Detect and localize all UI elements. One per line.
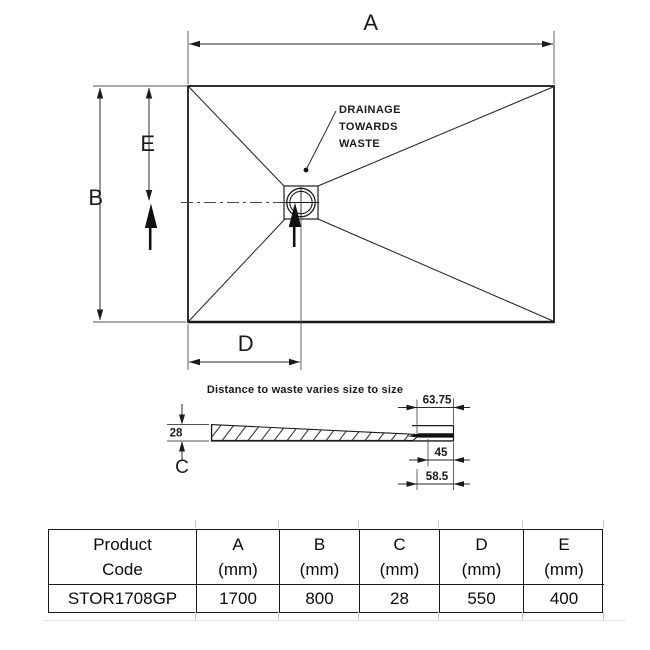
drainage-note-line1: DRAINAGE bbox=[339, 104, 401, 116]
dimension-thickness bbox=[167, 404, 209, 478]
dim-label-a: A bbox=[363, 10, 379, 35]
dim-58-5: 58.5 bbox=[425, 471, 449, 483]
cell-product-code: STOR1708GP bbox=[49, 584, 196, 612]
dimension-e bbox=[140, 88, 157, 251]
dimension-b bbox=[88, 86, 188, 322]
spec-table bbox=[48, 529, 603, 613]
tray-section-body bbox=[212, 425, 420, 441]
cell-a-value: 1700 bbox=[196, 584, 279, 612]
col-header-product-code bbox=[49, 530, 196, 584]
drain-pointer-arrow bbox=[289, 203, 301, 248]
dim-label-b: B bbox=[88, 185, 104, 210]
dim-63-75: 63.75 bbox=[422, 394, 452, 407]
cell-c-value: 28 bbox=[359, 584, 439, 612]
col-header-b: B (mm) bbox=[279, 530, 359, 584]
leader-dot bbox=[304, 168, 309, 173]
cell-d-value: 550 bbox=[439, 584, 523, 612]
drainage-note-line2: TOWARDS bbox=[339, 121, 398, 133]
col-header-e: E (mm) bbox=[523, 530, 604, 584]
header-product: Product bbox=[93, 535, 152, 554]
dimension-d bbox=[188, 324, 300, 370]
dimension-58-5 bbox=[398, 469, 470, 490]
dim-45: 45 bbox=[434, 447, 448, 459]
dim-label-c: C bbox=[175, 457, 189, 478]
drainage-callout bbox=[304, 104, 401, 172]
cell-b-value: 800 bbox=[279, 584, 359, 612]
drainage-note-line3: WASTE bbox=[339, 138, 381, 150]
dimension-63-75 bbox=[398, 395, 470, 434]
side-note: Distance to waste varies size to size bbox=[206, 384, 404, 396]
cell-e-value: 400 bbox=[523, 584, 604, 612]
header-code: Code bbox=[102, 560, 143, 579]
dimension-a bbox=[188, 10, 554, 84]
waste-drain bbox=[283, 186, 319, 219]
col-header-d: D (mm) bbox=[439, 530, 523, 584]
col-header-a: A (mm) bbox=[196, 530, 279, 584]
dim-28: 28 bbox=[169, 427, 183, 440]
col-header-c: C (mm) bbox=[359, 530, 439, 584]
dim-label-d: D bbox=[237, 331, 255, 356]
dim-label-e: E bbox=[140, 131, 156, 156]
